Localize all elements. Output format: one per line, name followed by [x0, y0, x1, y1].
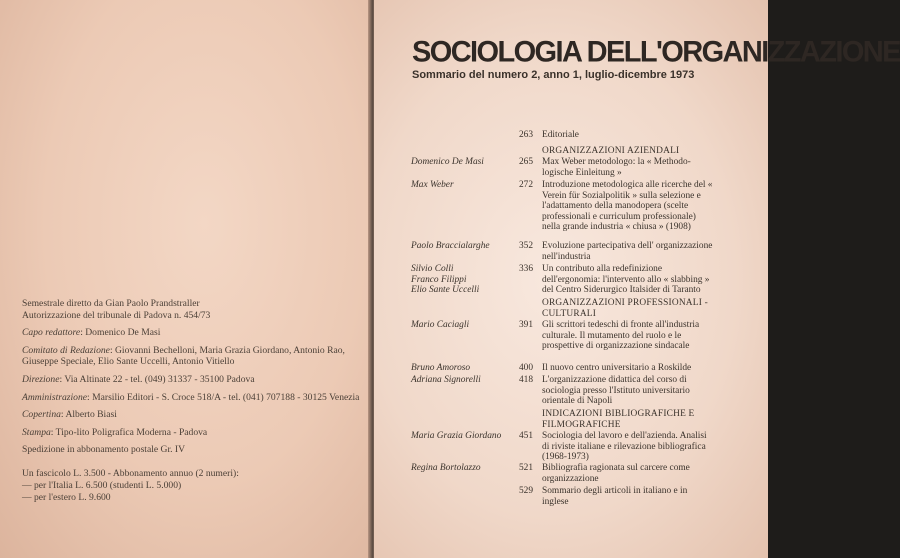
price-line-3: — per l'estero L. 9.600: [22, 491, 111, 503]
toc-author: Silvio Colli Franco Filippi Elio Sante Uccelli: [411, 264, 480, 296]
journal-title: SOCIOLOGIA DELL'ORGANIZZAZIONE: [412, 36, 900, 69]
toc-entry-title: Evoluzione partecipativa dell' organizzazione nell'industria: [542, 241, 713, 262]
toc-entry-title: L'organizzazione didattica del corso di sociologia presso l'Istituto universitario orientale di Napoli: [542, 375, 690, 407]
toc-entry-title: Sommario degli articoli in italiano e in inglese: [542, 486, 688, 507]
toc-page-number: 451: [518, 431, 533, 441]
price-line-1: Un fascicolo L. 3.500 - Abbonamento annuo (2 numeri):: [22, 467, 239, 479]
comitato-value: : Giovanni Bechelloni, Maria Grazia Giordano, Antonio Rao, Giuseppe Speciale, Elio Sante Uccelli, Antonio Vitiello: [22, 344, 345, 368]
amministrazione-value: : Marsilio Editori - S. Croce 518/A - tel. (041) 707188 - 30125 Venezia: [87, 391, 360, 403]
toc-page-number: 418: [518, 375, 533, 385]
toc-author: Adriana Signorelli: [411, 375, 481, 385]
toc-author: Max Weber: [411, 180, 454, 190]
toc-section-heading: ORGANIZZAZIONI AZIENDALI: [542, 146, 680, 156]
toc-section-heading: ORGANIZZAZIONI PROFESSIONALI - CULTURALI: [542, 298, 708, 319]
toc-author: Paolo Braccialarghe: [411, 241, 490, 251]
toc-entry-title: Bibliografia ragionata sul carcere come organizzazione: [542, 463, 690, 484]
toc-entry-title: Introduzione metodologica alle ricerche del « Verein für Sozialpolitik » sulla selezione e l'adattamento della manodopera (scelte professionali e curriculum professionale) nella grande industria « chiusa » (1908): [542, 180, 713, 233]
price-line-2: — per l'Italia L. 6.500 (studenti L. 5.000): [22, 479, 182, 491]
copertina-label: Copertina: [22, 409, 61, 421]
toc-page-number: 521: [518, 463, 533, 473]
capo-value: : Domenico De Masi: [80, 327, 161, 339]
toc-author: Maria Grazia Giordano: [411, 431, 502, 441]
toc-author: Bruno Amoroso: [411, 363, 471, 373]
toc-entry-title: Sociologia del lavoro e dell'azienda. Analisi di riviste italiane e rilevazione bibliografica (1968-1973): [542, 431, 707, 463]
toc-page-number: 272: [518, 180, 533, 190]
authorization-text: Autorizzazione del tribunale di Padova n. 454/73: [22, 309, 211, 321]
toc-page-number: 529: [518, 486, 533, 496]
copertina-value: : Alberto Biasi: [60, 409, 117, 421]
toc-page-number: 400: [518, 363, 533, 373]
toc-entry-title: Editoriale: [542, 130, 579, 140]
toc-author: Domenico De Masi: [411, 157, 484, 167]
stampa-value: : Tipo-lito Poligrafica Moderna - Padova: [50, 426, 208, 438]
toc-page-number: 352: [518, 241, 533, 251]
toc-page-number: 265: [518, 157, 533, 167]
capo-label: Capo redattore: [22, 327, 81, 339]
toc-page-number: 263: [518, 130, 533, 140]
toc-author: Mario Caciagli: [411, 320, 470, 330]
stampa-label: Stampa: [22, 426, 51, 438]
toc-entry-title: Gli scrittori tedeschi di fronte all'industria culturale. Il mutamento del ruolo e le prospettive di organizzazione sindacale: [542, 320, 700, 352]
toc-entry-title: Max Weber metodologo: la « Methodo-logische Einleitung »: [542, 157, 691, 178]
amministrazione-label: Amministrazione: [22, 391, 88, 403]
spedizione: Spedizione in abbonamento postale Gr. IV: [22, 444, 186, 456]
direzione-label: Direzione: [22, 373, 60, 385]
direzione-value: : Via Altinate 22 - tel. (049) 31337 - 35100 Padova: [59, 373, 255, 385]
toc-page-number: 391: [518, 320, 533, 330]
toc-entry-title: Il nuovo centro universitario a Roskilde: [542, 363, 692, 373]
toc-entry-title: Un contributo alla redefinizione dell'ergonomia: l'intervento allo « slabbing » del Centro Siderurgico Italsider di Taranto: [542, 264, 710, 296]
toc-section-heading: INDICAZIONI BIBLIOGRAFICHE E FILMOGRAFICHE: [542, 409, 695, 430]
toc-author: Regina Bortolazzo: [411, 463, 481, 473]
toc-page-number: 336: [518, 264, 533, 274]
issue-subtitle: Sommario del numero 2, anno 1, luglio-dicembre 1973: [412, 69, 695, 81]
director-text: Semestrale diretto da Gian Paolo Prandstraller: [22, 298, 200, 309]
comitato-label: Comitato di Redazione: [22, 344, 110, 356]
